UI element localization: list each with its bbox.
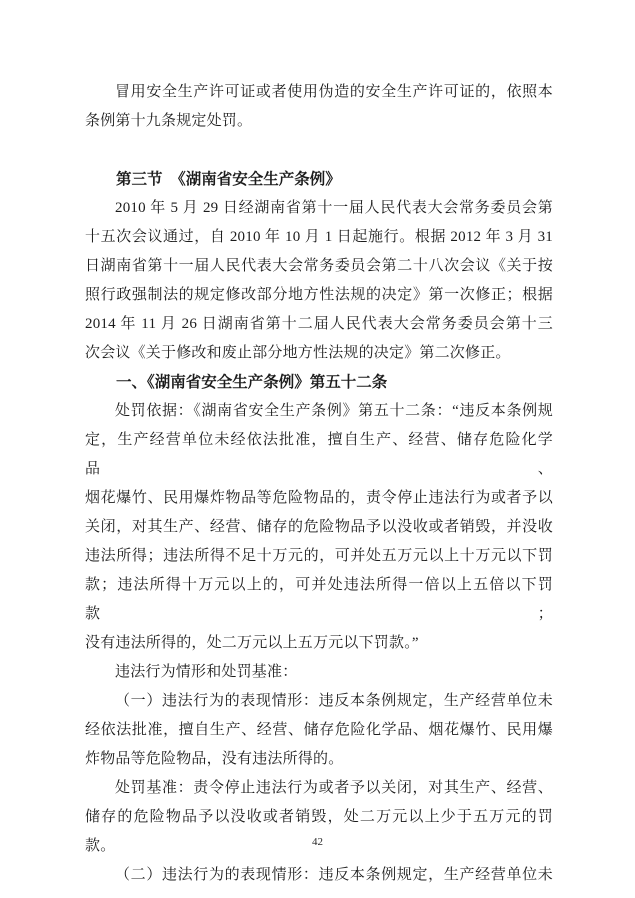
text-line: 经依法批准，擅自生产、经营、储存危险化学品、烟花爆竹、民用爆 (85, 722, 553, 738)
text-line: 2014 年 11 月 26 日湖南省第十二届人民代表大会常务委员会第十三 (85, 316, 553, 332)
text-line: （二）违法行为的表现情形：违反本条例规定，生产经营单位未 (115, 867, 553, 883)
item-heading: 一、《湖南省安全生产条例》第五十二条 (116, 374, 388, 391)
text-line: 条例第十九条规定处罚。 (85, 113, 253, 129)
document-content (85, 78, 553, 890)
text-line: 款；违法所得十万元以上的，可并处违法所得一倍以上五倍以下罚款； (85, 577, 553, 622)
text-line: 次会议《关于修改和废止部分地方性法规的决定》第二次修正。 (85, 345, 511, 361)
text-line: 2010 年 5 月 29 日经湖南省第十一届人民代表大会常务委员会第 (115, 200, 553, 216)
text-line: 照行政强制法的规定修改部分地方性法规的决定》第一次修正；根据 (85, 287, 553, 303)
text-line: 处罚依据：《湖南省安全生产条例》第五十二条：“违反本条例规 (115, 403, 553, 419)
text-line: 日湖南省第十一届人民代表大会常务委员会第二十八次会议《关于按 (85, 258, 553, 274)
text-line: （一）违法行为的表现情形：违反本条例规定，生产经营单位未 (115, 693, 553, 709)
text-line: 冒用安全生产许可证或者使用伪造的安全生产许可证的，依照本 (115, 84, 553, 100)
page-number: 42 (312, 836, 323, 848)
text-line: 违法所得；违法所得不足十万元的，可并处五万元以上十万元以下罚 (85, 548, 553, 564)
text-line: 关闭，对其生产、经营、储存的危险物品予以没收或者销毁，并没收 (85, 519, 553, 535)
section-heading: 第三节 《湖南省安全生产条例》 (116, 171, 341, 188)
text-line: 处罚基准：责令停止违法行为或者予以关闭，对其生产、经营、 (115, 780, 553, 796)
text-line: 没有违法所得的，处二万元以上五万元以下罚款。” (85, 635, 419, 651)
text-line: 十五次会议通过，自 2010 年 10 月 1 日起施行。根据 2012 年 3 月 31 (85, 229, 553, 245)
text-line: 炸物品等危险物品，没有违法所得的。 (85, 751, 344, 767)
text-line: 储存的危险物品予以没收或者销毁，处二万元以上少于五万元的罚款。 (85, 809, 553, 854)
text-line: 定，生产经营单位未经依法批准，擅自生产、经营、储存危险化学品、 (85, 432, 553, 477)
text-line: 烟花爆竹、民用爆炸物品等危险物品的，责令停止违法行为或者予以 (85, 490, 553, 506)
text-line: 违法行为情形和处罚基准： (115, 664, 298, 680)
